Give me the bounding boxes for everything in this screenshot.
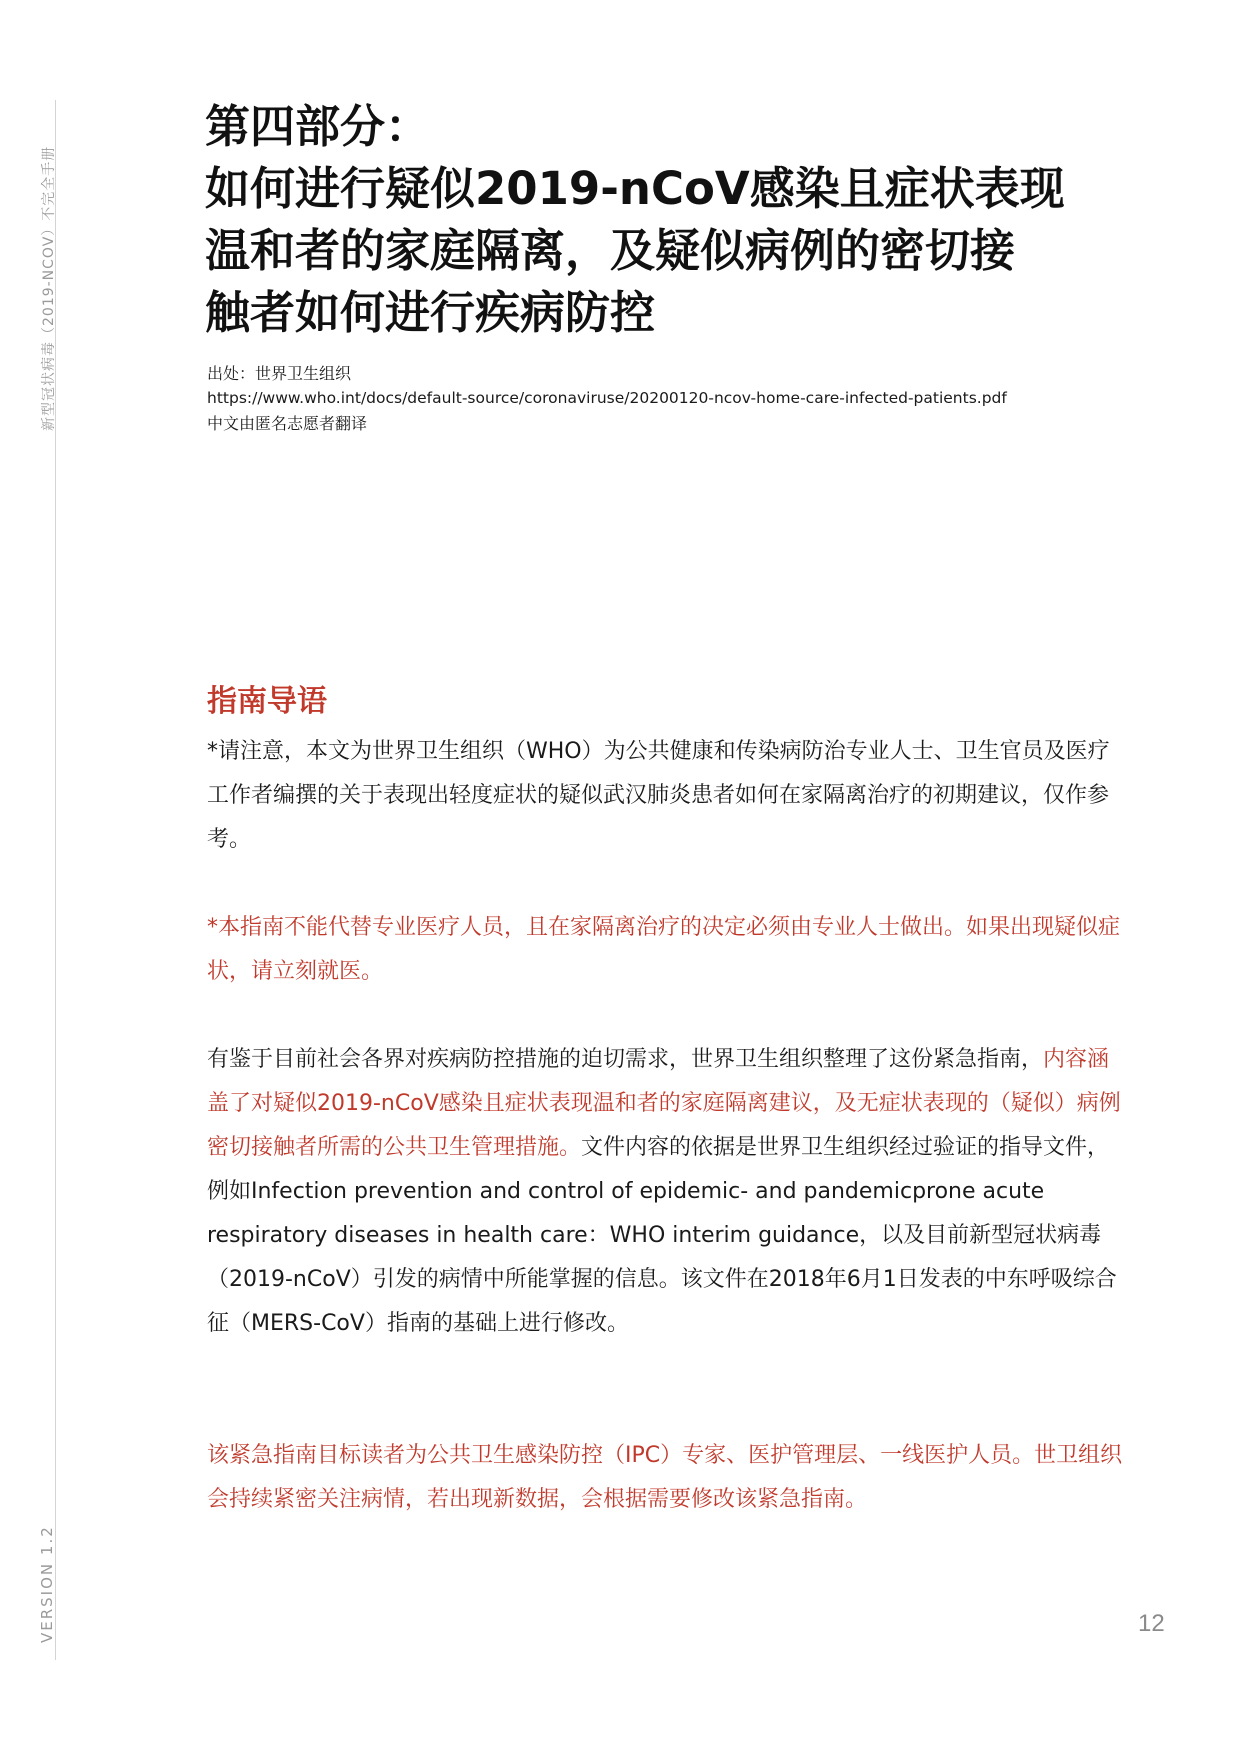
- disclaimer-paragraph: *本指南不能代替专业医疗人员，且在家隔离治疗的决定必须由专业人士做出。如果出现疑似症状，请立刻就医。: [207, 915, 1121, 984]
- source-url: https://www.who.int/docs/default-source/coronaviruse/20200120-ncov-home-care-infected-patients.pdf: [207, 389, 1007, 407]
- intro-paragraph: *请注意，本文为世界卫生组织（WHO）为公共健康和传染病防治专业人士、卫生官员及医疗工作者编撰的关于表现出轻度症状的疑似武汉肺炎患者如何在家隔离治疗的初期建议，仅作参考。: [207, 739, 1110, 852]
- title-line: 如何进行疑似2019-nCoV感染且症状表现: [205, 162, 1065, 215]
- audience-paragraph: 该紧急指南目标读者为公共卫生感染防控（IPC）专家、医护管理层、一线医护人员。世卫组织会持续紧密关注病情，若出现新数据，会根据需要修改该紧急指南。: [207, 1443, 1123, 1512]
- title-line: 第四部分：: [205, 100, 431, 153]
- background-text: 有鉴于目前社会各界对疾病防控措施的迫切需求，世界卫生组织整理了这份紧急指南，: [207, 1047, 1044, 1072]
- title-line: 触者如何进行疾病防控: [205, 286, 656, 339]
- running-title: 新型冠状病毒（2019-NCOV）不完全手册: [41, 145, 57, 431]
- source-block: [207, 361, 1167, 436]
- background-highlight: 内容涵盖了对疑似2019-nCoV感染且症状表现温和者的家庭隔离建议，及无症状表现的（疑似）病例密切接触者所需的公共卫生管理措施。: [207, 1047, 1121, 1160]
- page-number: 12: [1138, 1610, 1165, 1637]
- section-title: 指南导语: [207, 684, 327, 719]
- page-title: [205, 96, 1155, 344]
- translation-note: 中文由匿名志愿者翻译: [207, 414, 368, 433]
- source-label: 出处：世界卫生组织: [207, 364, 352, 383]
- background-text: 文件内容的依据是世界卫生组织经过验证的指导文件，例如Infection prevention and control of epidemic- and pandemicprone acute respiratory diseases in health care：WHO interim guidance，以及目前新型冠状病毒（2019-nCoV）引发的病情中所能掌握的信息。该文件在2018年6月1日发表的中东呼吸综合征（MERS-CoV）指南的基础上进行修改。: [207, 1135, 1117, 1336]
- version-label: VERSION 1.2: [38, 1525, 56, 1643]
- background-paragraph: [207, 1038, 1127, 1346]
- title-line: 温和者的家庭隔离，及疑似病例的密切接: [205, 224, 1016, 277]
